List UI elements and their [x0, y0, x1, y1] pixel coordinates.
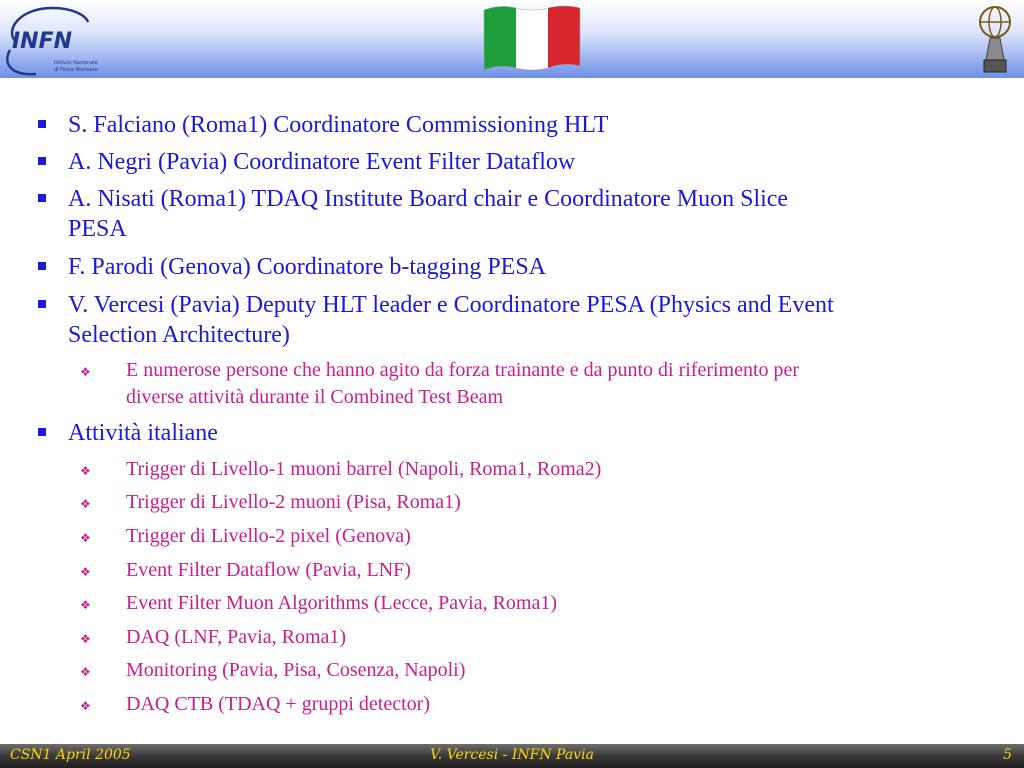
infn-logo-subtext-1: Istituto Nazionale — [54, 60, 98, 66]
infn-logo-text: INFN — [12, 29, 73, 54]
bullet-text-line: A. Nisati (Roma1) TDAQ Institute Board chair e Coordinatore Muon Slice — [68, 186, 789, 212]
diamond-bullet-icon: ❖ — [80, 699, 91, 713]
bullet-text: Event Filter Muon Algorithms (Lecce, Pavia, Roma1) — [126, 592, 558, 614]
atlas-statue-icon — [972, 2, 1018, 76]
bullet-text: DAQ (LNF, Pavia, Roma1) — [126, 626, 347, 648]
sub-bullet-item — [80, 691, 1006, 718]
bullet-text: Trigger di Livello-1 muoni barrel (Napoli, Roma1, Roma2) — [126, 458, 602, 480]
bullet-text-line: V. Vercesi (Pavia) Deputy HLT leader e Coordinatore PESA (Physics and Event — [68, 292, 834, 318]
bullet-text: Trigger di Livello-2 pixel (Genova) — [126, 525, 411, 547]
infn-logo — [2, 2, 110, 78]
diamond-bullet-icon: ❖ — [80, 632, 91, 646]
bullet-text: S. Falciano (Roma1) Coordinatore Commissioning HLT — [68, 112, 609, 138]
bullet-text-line: Selection Architecture) — [68, 322, 290, 348]
bullet-item — [68, 184, 998, 244]
square-bullet-icon — [38, 428, 46, 436]
square-bullet-icon — [38, 300, 46, 308]
bullet-item — [68, 290, 998, 350]
diamond-bullet-icon: ❖ — [80, 497, 91, 511]
sub-bullet-item — [80, 624, 1006, 651]
bullet-item — [68, 252, 998, 282]
square-bullet-icon — [38, 194, 46, 202]
bullet-text: A. Negri (Pavia) Coordinatore Event Filter Dataflow — [68, 149, 576, 175]
bullet-text-line: PESA — [68, 216, 127, 242]
bullet-item — [68, 147, 998, 177]
bullet-text: DAQ CTB (TDAQ + gruppi detector) — [126, 693, 430, 715]
bullet-item — [68, 110, 998, 140]
bullet-text: Trigger di Livello-2 muoni (Pisa, Roma1) — [126, 491, 461, 513]
sub-bullet-item — [80, 523, 1006, 550]
diamond-bullet-icon: ❖ — [80, 464, 91, 478]
page-number: 5 — [1003, 747, 1012, 763]
sub-bullet-item — [80, 456, 1006, 483]
bullet-text-line: E numerose persone che hanno agito da forza trainante e da punto di riferimento per — [126, 359, 800, 381]
square-bullet-icon — [38, 262, 46, 270]
italian-flag-icon — [480, 2, 584, 74]
square-bullet-icon — [38, 120, 46, 128]
slide-footer — [0, 744, 1024, 768]
diamond-bullet-icon: ❖ — [80, 665, 91, 679]
diamond-bullet-icon: ❖ — [80, 565, 91, 579]
bullet-text: Event Filter Dataflow (Pavia, LNF) — [126, 559, 411, 581]
bullet-text-line: diverse attività durante il Combined Test Beam — [126, 386, 504, 408]
sub-bullet-item — [80, 557, 1006, 584]
sub-bullet-item — [80, 489, 1006, 516]
bullet-text: Attività italiane — [68, 420, 218, 446]
bullet-item — [68, 418, 998, 448]
sub-bullet-item — [80, 657, 1006, 684]
bullet-text: F. Parodi (Genova) Coordinatore b-tagging PESA — [68, 254, 547, 280]
diamond-bullet-icon: ❖ — [80, 598, 91, 612]
footer-center-text: V. Vercesi - INFN Pavia — [430, 747, 594, 763]
diamond-bullet-icon: ❖ — [80, 365, 91, 379]
diamond-bullet-icon: ❖ — [80, 531, 91, 545]
infn-logo-subtext-2: di Fisica Nucleare — [54, 67, 98, 73]
sub-bullet-item — [80, 590, 1006, 617]
square-bullet-icon — [38, 157, 46, 165]
slide-content — [0, 100, 1024, 740]
bullet-text: Monitoring (Pavia, Pisa, Cosenza, Napoli) — [126, 659, 466, 681]
slide-header — [0, 0, 1024, 78]
sub-bullet-item — [80, 357, 1006, 411]
footer-left-text: CSN1 April 2005 — [10, 747, 131, 763]
